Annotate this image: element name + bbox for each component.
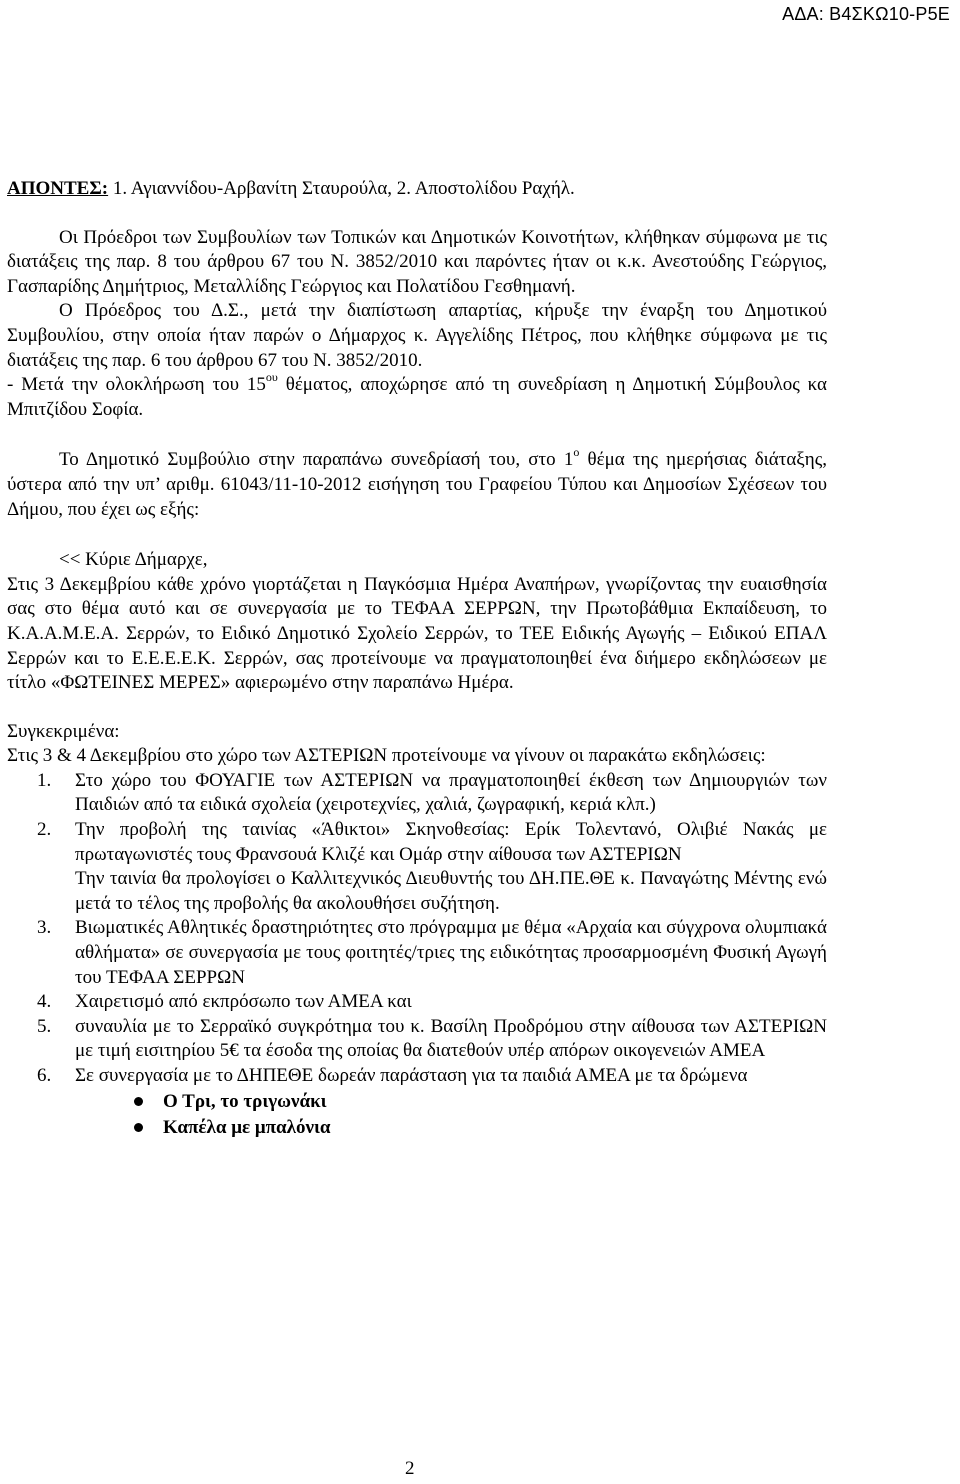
departure-ordinal: ου (265, 370, 278, 385)
document-body (7, 177, 827, 1141)
list-item (7, 769, 827, 818)
item-extra-text: Την ταινία θα προλογίσει ο Καλλιτεχνικός Διευθυντής του ΔΗ.ΠΕ.ΘΕ κ. Παναγώτης Μέντης ενώ μετά το τέλος της προβολής θα ακολουθήσει συζήτηση. (75, 868, 827, 914)
item-number: 1. (37, 769, 52, 791)
list-item (7, 1015, 827, 1064)
item-number: 3. (37, 917, 52, 939)
list-item (7, 818, 827, 916)
events-list (7, 769, 827, 1089)
body-paragraph: Στις 3 Δεκεμβρίου κάθε χρόνο γιορτάζεται η Παγκόσμια Ημέρα Αναπήρων, γνωρίζοντας την ευαισθησία σας στο θέμα αυτό και σε συνεργασία με το ΤΕΦΑΑ ΣΕΡΡΩΝ, την Πρωτοβάθμια Εκπαίδευση, το Κ.Α.Α.Μ.Ε.Α. Σερρών, το Ειδικό Δημοτικό Σχολείο Σερρών, το ΤΕΕ Ειδικής Αγωγής – Ειδικού ΕΠΑΛ Σερρών και το Ε.Ε.Ε.Ε.Κ. Σερρών, σας προτείνουμε να πραγματοποιηθεί ένα διήμερο εκδηλώσεων με τίτλο «ΦΩΤΕΙΝΕΣ ΜΕΡΕΣ» αφιερωμένο στην παραπάνω Ημέρα. (7, 573, 827, 694)
item-text: Σε συνεργασία με το ΔΗΠΕΘΕ δωρεάν παράσταση για τα παιδιά ΑΜΕΑ με τα δρώμενα (75, 1065, 748, 1086)
proposal-paragraph: Στις 3 & 4 Δεκεμβρίου στο χώρο των ΑΣΤΕΡΙΩΝ προτείνουμε να γίνουν οι παρακάτω εκδηλώσεις: (7, 745, 766, 767)
presidents-paragraph: Οι Πρόεδροι των Συμβουλίων των Τοπικών και Δημοτικών Κοινοτήτων, κλήθηκαν σύμφωνα με τις διατάξεις της παρ. 8 του άρθρου 67 του Ν. 3852/2010 και παρόντες ήταν οι κ.κ. Ανεστούδης Γεώργιος, Γασπαρίδης Δημήτριος, Μεταλλίδης Γεώργιος και Πολατίδου Γεσθημανή. (7, 226, 827, 297)
council-text-1: Το Δημοτικό Συμβούλιο στην παραπάνω συνεδρίασή του, στο 1 (59, 449, 574, 471)
council-ordinal: ο (573, 445, 580, 460)
departure-text-2: θέματος, αποχώρησε από τη συνεδρίαση η Δημοτική Σύμβουλος κα Μπιτζίδου Σοφία. (7, 374, 827, 420)
item-text: Στο χώρο του ΦΟΥΑΓΙΕ των ΑΣΤΕΡΙΩΝ να πραγματοποιηθεί έκθεση των Δημιουργιών των Παιδιών από τα ειδικά σχολεία (χειροτεχνίες, χαλιά, ζωγραφική, κεριά κλπ.) (75, 769, 827, 816)
item-number: 2. (37, 819, 52, 841)
show-item (7, 1089, 827, 1115)
show-item (7, 1115, 827, 1141)
shows-list (7, 1089, 827, 1141)
item-number: 4. (37, 991, 52, 1013)
departure-paragraph (7, 370, 827, 422)
item-text: Την προβολή της ταινίας «Άθικτοι» Σκηνοθεσίας: Ερίκ Τολεντανό, Ολιβιέ Νακάς με πρωταγωνιστές τους Φρανσουά Κλιζέ και Ομάρ στην αίθουσα των ΑΣΤΕΡΙΩΝ (75, 819, 827, 865)
absent-names: 1. Αγιαννίδου-Αρβανίτη Σταυρούλα, 2. Αποστολίδου Ραχήλ. (108, 178, 575, 199)
greeting: << Κύριε Δήμαρχε, (59, 549, 208, 571)
page-number: 2 (405, 1458, 415, 1479)
show-title: Ο Τρι, το τριγωνάκι (163, 1090, 327, 1112)
bullet-icon (134, 1123, 143, 1132)
departure-text-1: - Μετά την ολοκλήρωση του 15 (7, 374, 266, 396)
specifically-heading: Συγκεκριμένα: (7, 720, 120, 742)
council-paragraph (7, 445, 827, 522)
absent-line (7, 177, 827, 202)
absent-label: ΑΠΟΝΤΕΣ: (7, 178, 109, 199)
list-item (7, 990, 827, 1015)
item-number: 6. (37, 1065, 52, 1086)
bullet-icon (134, 1097, 143, 1106)
item-text: συναυλία με το Σερραϊκό συγκρότημα του κ. Βασίλη Προδρόμου στην αίθουσα των ΑΣΤΕΡΙΩΝ με τιμή εισιτηρίου 5€ τα έσοδα της οποίας θα διατεθούν υπέρ απόρων οικογενειών ΑΜΕΑ (75, 1015, 827, 1062)
list-item (7, 1064, 827, 1089)
ada-header: ΑΔΑ: Β4ΣΚΩ10-Ρ5Ε (782, 4, 950, 24)
list-item (7, 916, 827, 990)
item-text: Χαιρετισμό από εκπρόσωπο των ΑΜΕΑ και (75, 991, 412, 1013)
president-paragraph: Ο Πρόεδρος του Δ.Σ., μετά την διαπίστωση απαρτίας, κήρυξε την έναρξη του Δημοτικού Συμβουλίου, στην οποία ήταν παρών ο Δήμαρχος κ. Αγγελίδης Πέτρος, που κλήθηκε σύμφωνα με τις διατάξεις της παρ. 6 του άρθρου 67 του Ν. 3852/2010. (7, 300, 827, 371)
item-number: 5. (37, 1015, 52, 1037)
council-text-2: θέμα της ημερήσιας διάταξης, ύστερα από την υπ’ αριθμ. 61043/11-10-2012 εισήγηση του Γραφείου Τύπου και Δημοσίων Σχέσεων του Δήμου, που έχει ως εξής: (7, 449, 827, 520)
show-title: Καπέλα με μπαλόνια (163, 1116, 331, 1138)
item-text: Βιωματικές Αθλητικές δραστηριότητες στο πρόγραμμα με θέμα «Αρχαία και σύγχρονα ολυμπιακά αθλήματα» σε συνεργασία με τους φοιτητές/τριες της ειδικότητας προσαρμοσμένη Φυσική Αγωγή του ΤΕΦΑΑ ΣΕΡΡΩΝ (75, 917, 827, 988)
